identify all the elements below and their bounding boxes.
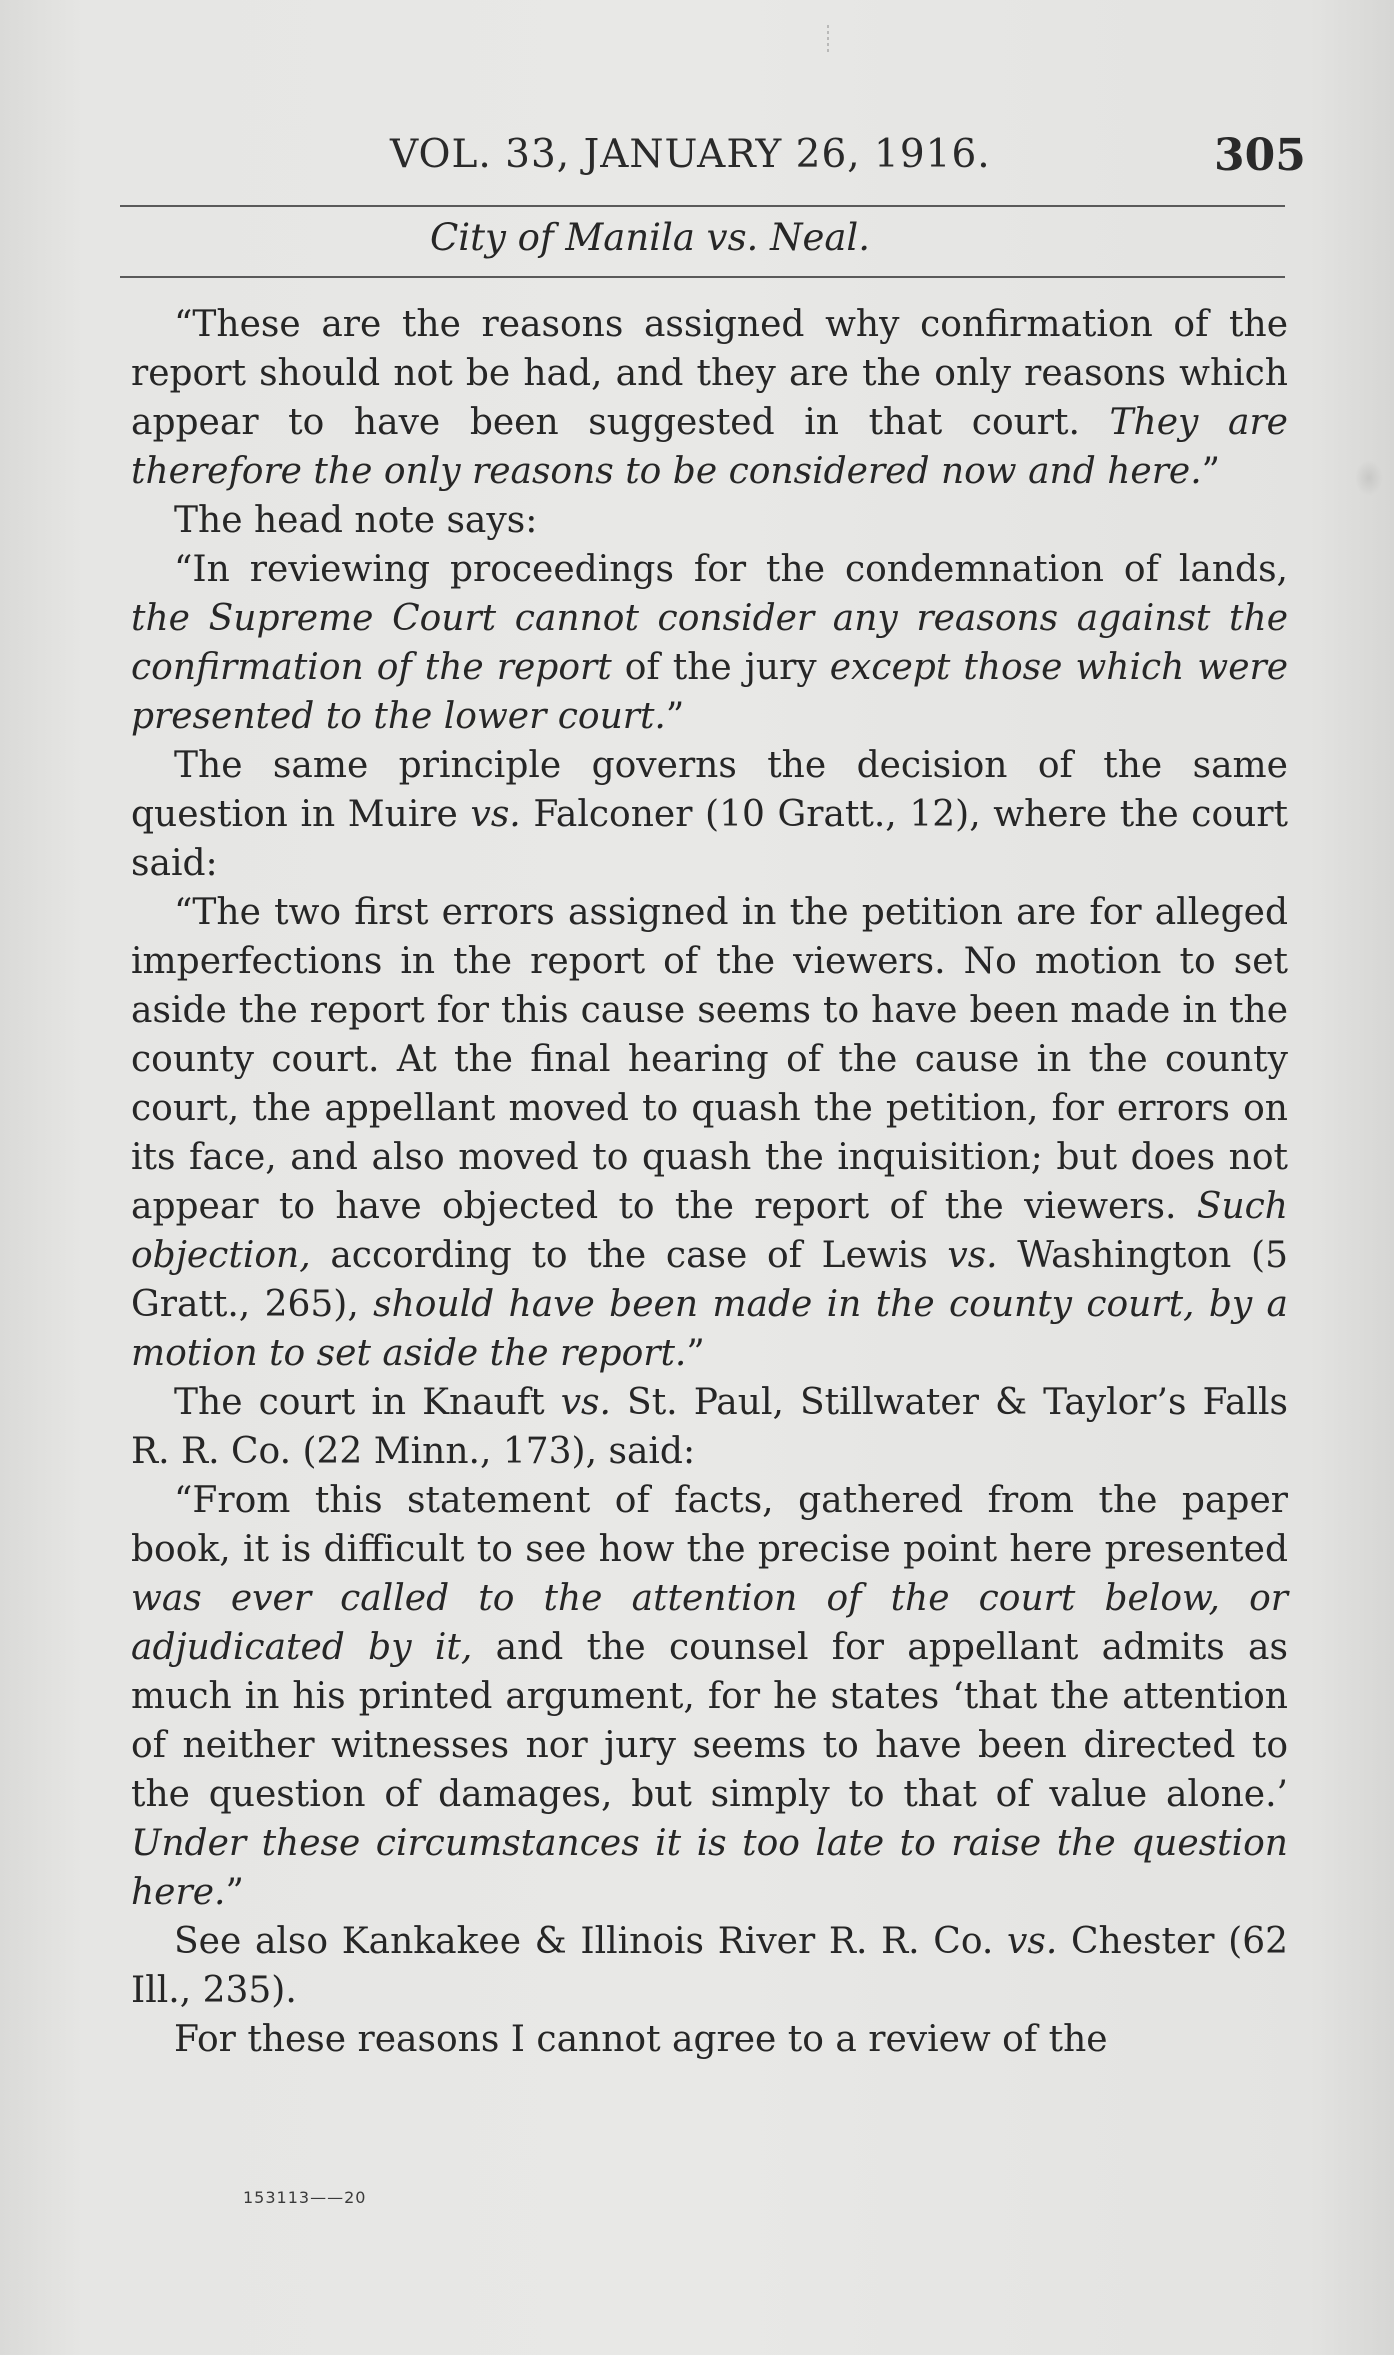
fold-mark — [827, 25, 829, 53]
paragraph — [131, 545, 1288, 741]
italic-text-segment: vs. — [1007, 1921, 1058, 1962]
paragraph — [131, 741, 1288, 888]
case-title: City of Manila vs. Neal. — [430, 216, 871, 259]
text-segment: Chester (62 Ill., 235). — [131, 1921, 1289, 2011]
text-segment: of the jury — [611, 647, 830, 688]
paragraph — [131, 1378, 1288, 1476]
text-segment: ” — [665, 696, 685, 737]
text-segment: “These are the reasons assigned why confirmation of the report should not be had, and they are the only reasons which appear to have been suggested in that court. — [131, 304, 1288, 443]
paragraph — [131, 1917, 1288, 2015]
text-segment: Falconer (10 Gratt., 12), where the court said: — [131, 794, 1288, 884]
text-segment: The same principle governs the decision of the same question in Muire — [131, 745, 1288, 835]
italic-text-segment: except those which were presented to the lower court. — [131, 647, 1289, 737]
header-rule-top — [120, 205, 1285, 207]
paragraph — [131, 888, 1288, 1378]
paragraph — [131, 300, 1288, 496]
italic-text-segment: Such objection, — [131, 1186, 1288, 1276]
body-text — [131, 300, 1288, 2064]
text-segment: ” — [225, 1872, 244, 1913]
page-smudge — [1355, 460, 1383, 496]
paragraph — [131, 496, 1288, 545]
text-segment: “In reviewing proceedings for the condemnation of lands, — [174, 549, 1288, 590]
text-segment: and the counsel for appellant admits as much in his printed argument, for he states ‘that the attention of neither witnesses nor jury seems to have been directed to the question of damages, but simply to that of value alone.’ — [131, 1627, 1288, 1815]
paragraph — [131, 2015, 1288, 2064]
header-rule-bottom — [120, 276, 1285, 278]
italic-text-segment: the Supreme Court cannot consider any reasons against the confirmation of the report — [131, 598, 1288, 688]
text-segment: ” — [686, 1333, 705, 1374]
paragraph — [131, 1476, 1288, 1917]
italic-text-segment: vs. — [560, 1382, 611, 1423]
text-segment: The head note says: — [174, 500, 538, 541]
page-number: 305 — [1214, 130, 1306, 181]
italic-text-segment: Under these circumstances it is too late to raise the question here. — [131, 1823, 1288, 1913]
text-segment: “The two first errors assigned in the petition are for alleged imperfections in the report of the viewers. No motion to set aside the report for this cause seems to have been made in the county court. At the final hearing of the cause in the county court, the appellant moved to quash the petition, for errors on its face, and also moved to quash the inquisition; but does not appear to have objected to the report of the viewers. — [131, 892, 1288, 1227]
text-segment: See also Kankakee & Illinois River R. R. Co. — [174, 1921, 1008, 1962]
running-head: VOL. 33, JANUARY 26, 1916. — [390, 132, 991, 177]
text-segment: “From this statement of facts, gathered from the paper book, it is difficult to see how the precise point here presented — [131, 1480, 1288, 1570]
text-segment: ” — [1201, 451, 1221, 492]
italic-text-segment: should have been made in the county court, by a motion to set aside the report. — [131, 1284, 1288, 1374]
italic-text-segment: vs. — [470, 794, 521, 835]
text-segment: For these reasons I cannot agree to a review of the — [174, 2019, 1108, 2060]
text-segment: The court in Knauft — [174, 1382, 561, 1423]
text-segment: Washington (5 Gratt., 265), — [131, 1235, 1288, 1325]
text-segment: according to the case of Lewis — [310, 1235, 948, 1276]
text-segment: St. Paul, Stillwater & Taylor’s Falls R. R. Co. (22 Minn., 173), said: — [131, 1382, 1289, 1472]
italic-text-segment: They are therefore the only reasons to be considered now and here. — [131, 402, 1288, 492]
printer-mark: 153113——20 — [243, 2188, 367, 2207]
italic-text-segment: vs. — [947, 1235, 998, 1276]
italic-text-segment: was ever called to the attention of the court below, or adjudicated by it, — [131, 1578, 1288, 1668]
